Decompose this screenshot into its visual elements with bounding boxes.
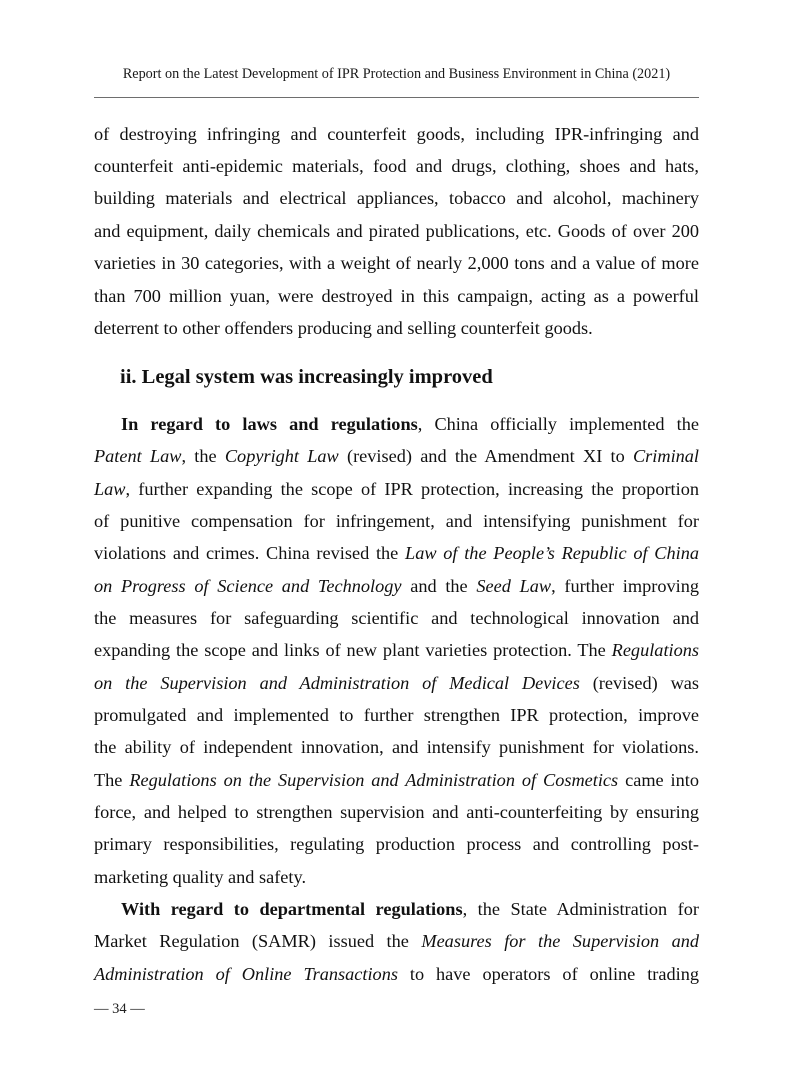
text-line bbox=[94, 444, 699, 468]
text-span: , the bbox=[181, 446, 225, 466]
law-title: Law bbox=[94, 479, 126, 499]
text-span: to have operators of online trading bbox=[397, 964, 700, 984]
text-line: of punitive compensation for infringement, and intensifying punishment for bbox=[94, 511, 699, 531]
text-line bbox=[121, 412, 699, 436]
page-number: — 34 — bbox=[94, 1001, 145, 1017]
text-line: force, and helped to strengthen supervision and anti-counterfeiting by ensuring bbox=[94, 802, 699, 822]
text-line: and equipment, daily chemicals and pirated publications, etc. Goods of over 200 bbox=[94, 221, 699, 241]
text-line bbox=[94, 929, 699, 953]
text-span: Market Regulation (SAMR) issued the bbox=[94, 931, 422, 951]
text-span: (revised) and the Amendment XI to bbox=[338, 446, 633, 466]
text-line bbox=[94, 671, 699, 695]
text-span: , further improving bbox=[551, 576, 699, 596]
text-line bbox=[94, 638, 699, 662]
text-line: the ability of independent innovation, and intensify punishment for violations. bbox=[94, 737, 699, 757]
text-line: varieties in 30 categories, with a weight of nearly 2,000 tons and a value of more bbox=[94, 253, 699, 273]
text-line bbox=[94, 768, 699, 792]
law-title: Regulations on the Supervision and Administration of Cosmetics bbox=[129, 770, 619, 790]
text-line: the measures for safeguarding scientific and technological innovation and bbox=[94, 608, 699, 628]
law-title: on the Supervision and Administration of Medical Devices bbox=[94, 673, 580, 693]
lead-in-bold: With regard to departmental regulations bbox=[121, 899, 463, 919]
lead-in-bold: In regard to laws and regulations bbox=[121, 414, 418, 434]
text-line bbox=[94, 477, 699, 501]
text-line: primary responsibilities, regulating production process and controlling post- bbox=[94, 834, 699, 854]
text-span: , further expanding the scope of IPR protection, increasing the proportion bbox=[125, 479, 699, 499]
text-span: , China officially implemented the bbox=[417, 414, 699, 434]
text-span: and the bbox=[401, 576, 477, 596]
law-title: Seed Law bbox=[476, 576, 552, 596]
text-line: building materials and electrical appliances, tobacco and alcohol, machinery bbox=[94, 188, 699, 208]
law-title: Administration of Online Transactions bbox=[94, 964, 398, 984]
text-line bbox=[94, 574, 699, 598]
text-line bbox=[121, 897, 699, 921]
text-span: The bbox=[94, 770, 130, 790]
text-line: than 700 million yuan, were destroyed in this campaign, acting as a powerful bbox=[94, 286, 699, 306]
text-span: came into bbox=[618, 770, 699, 790]
text-line: deterrent to other offenders producing and selling counterfeit goods. bbox=[94, 318, 593, 338]
section-heading: ii. Legal system was increasingly improved bbox=[120, 366, 493, 388]
text-line bbox=[94, 541, 699, 565]
text-line bbox=[94, 962, 699, 986]
text-span: (revised) was bbox=[579, 673, 699, 693]
text-span: violations and crimes. China revised the bbox=[94, 543, 406, 563]
law-title: Measures for the Supervision and bbox=[421, 931, 699, 951]
header-divider bbox=[94, 97, 699, 98]
text-line: of destroying infringing and counterfeit goods, including IPR-infringing and bbox=[94, 124, 699, 144]
running-header: Report on the Latest Development of IPR Protection and Business Environment in China (2021) bbox=[122, 66, 671, 82]
text-line: promulgated and implemented to further strengthen IPR protection, improve bbox=[94, 705, 699, 725]
law-title: Law of the People’s Republic of China bbox=[405, 543, 699, 563]
text-span: , the State Administration for bbox=[462, 899, 699, 919]
law-title: Criminal bbox=[632, 446, 700, 466]
text-line: counterfeit anti-epidemic materials, food and drugs, clothing, shoes and hats, bbox=[94, 156, 699, 176]
text-span: expanding the scope and links of new plant varieties protection. The bbox=[94, 640, 612, 660]
law-title: Regulations bbox=[611, 640, 699, 660]
law-title: Copyright Law bbox=[224, 446, 339, 466]
text-line: marketing quality and safety. bbox=[94, 867, 307, 887]
law-title: Patent Law bbox=[94, 446, 182, 466]
law-title: on Progress of Science and Technology bbox=[94, 576, 402, 596]
